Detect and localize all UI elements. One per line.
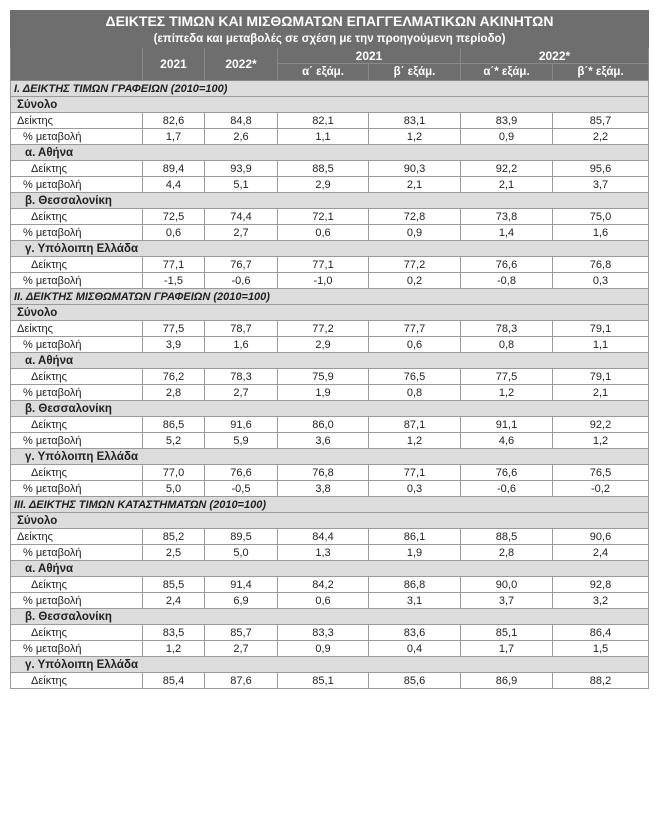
header-2021: 2021 [143, 48, 205, 81]
value-cell: -1,5 [143, 273, 205, 289]
value-cell: 2,2 [553, 129, 649, 145]
value-cell: 79,1 [553, 321, 649, 337]
value-cell: 1,1 [553, 337, 649, 353]
region-row [11, 353, 649, 369]
change-row [11, 129, 649, 145]
value-cell: 76,7 [205, 257, 278, 273]
region-name: α. Αθήνα [11, 145, 649, 161]
value-cell: 87,1 [369, 417, 461, 433]
value-cell: 0,3 [369, 481, 461, 497]
value-cell: 89,4 [143, 161, 205, 177]
value-cell: 90,3 [369, 161, 461, 177]
value-cell: 84,2 [278, 577, 369, 593]
value-cell: 0,9 [461, 129, 553, 145]
value-cell: 77,1 [278, 257, 369, 273]
value-cell: 85,7 [553, 113, 649, 129]
value-cell: 85,1 [461, 625, 553, 641]
change-label: % μεταβολή [11, 129, 143, 145]
value-cell: 79,1 [553, 369, 649, 385]
value-cell: 1,5 [553, 641, 649, 657]
value-cell: 92,8 [553, 577, 649, 593]
value-cell: 91,6 [205, 417, 278, 433]
value-cell: 76,8 [278, 465, 369, 481]
value-cell: 2,1 [461, 177, 553, 193]
index-row [11, 465, 649, 481]
change-label: % μεταβολή [11, 273, 143, 289]
value-cell: 1,9 [278, 385, 369, 401]
value-cell: 87,6 [205, 673, 278, 689]
value-cell: 1,7 [143, 129, 205, 145]
value-cell: 72,5 [143, 209, 205, 225]
region-name: γ. Υπόλοιπη Ελλάδα [11, 449, 649, 465]
value-cell: 86,5 [143, 417, 205, 433]
table-subtitle: (επίπεδα και μεταβολές σε σχέση με την προηγούμενη περίοδο) [11, 31, 649, 48]
value-cell: 2,4 [143, 593, 205, 609]
change-label: % μεταβολή [11, 433, 143, 449]
change-row [11, 481, 649, 497]
index-row [11, 673, 649, 689]
value-cell: 72,1 [278, 209, 369, 225]
value-cell: 1,2 [143, 641, 205, 657]
value-cell: 1,2 [369, 433, 461, 449]
change-label: % μεταβολή [11, 641, 143, 657]
value-cell: 77,0 [143, 465, 205, 481]
value-cell: 77,7 [369, 321, 461, 337]
index-label: Δείκτης [11, 529, 143, 545]
value-cell: 82,6 [143, 113, 205, 129]
change-row [11, 433, 649, 449]
value-cell: 77,5 [143, 321, 205, 337]
value-cell: 85,5 [143, 577, 205, 593]
change-row [11, 545, 649, 561]
index-row [11, 369, 649, 385]
region-name: α. Αθήνα [11, 561, 649, 577]
value-cell: 3,8 [278, 481, 369, 497]
value-cell: -0,2 [553, 481, 649, 497]
index-row [11, 417, 649, 433]
header-blank [11, 48, 143, 81]
index-label: Δείκτης [11, 209, 143, 225]
value-cell: 0,3 [553, 273, 649, 289]
region-name: α. Αθήνα [11, 353, 649, 369]
value-cell: 76,6 [461, 257, 553, 273]
value-cell: 2,7 [205, 641, 278, 657]
value-cell: 2,9 [278, 337, 369, 353]
value-cell: 74,4 [205, 209, 278, 225]
index-label: Δείκτης [11, 625, 143, 641]
value-cell: 2,1 [369, 177, 461, 193]
value-cell: 76,8 [553, 257, 649, 273]
value-cell: 1,7 [461, 641, 553, 657]
value-cell: 78,7 [205, 321, 278, 337]
value-cell: 5,2 [143, 433, 205, 449]
value-cell: 76,5 [553, 465, 649, 481]
value-cell: 5,0 [205, 545, 278, 561]
value-cell: 77,2 [369, 257, 461, 273]
index-row [11, 257, 649, 273]
index-label: Δείκτης [11, 577, 143, 593]
value-cell: 1,2 [369, 129, 461, 145]
index-row [11, 113, 649, 129]
section-row [11, 81, 649, 97]
value-cell: 0,6 [278, 593, 369, 609]
header-2022: 2022* [205, 48, 278, 81]
index-row [11, 161, 649, 177]
section-title: ΙΙΙ. ΔΕΙΚΤΗΣ ΤΙΜΩΝ ΚΑΤΑΣΤΗΜΑΤΩΝ (2010=100) [11, 497, 649, 513]
value-cell: 1,3 [278, 545, 369, 561]
change-label: % μεταβολή [11, 385, 143, 401]
value-cell: 92,2 [553, 417, 649, 433]
value-cell: 3,7 [461, 593, 553, 609]
value-cell: 0,6 [143, 225, 205, 241]
change-row [11, 337, 649, 353]
value-cell: 0,8 [369, 385, 461, 401]
value-cell: 92,2 [461, 161, 553, 177]
change-row [11, 273, 649, 289]
region-row [11, 449, 649, 465]
value-cell: 0,4 [369, 641, 461, 657]
value-cell: 84,4 [278, 529, 369, 545]
value-cell: 84,8 [205, 113, 278, 129]
value-cell: 86,8 [369, 577, 461, 593]
value-cell: 0,6 [369, 337, 461, 353]
region-name: Σύνολο [11, 97, 649, 113]
index-label: Δείκτης [11, 369, 143, 385]
value-cell: 0,9 [369, 225, 461, 241]
section-row [11, 497, 649, 513]
index-label: Δείκτης [11, 161, 143, 177]
value-cell: 83,1 [369, 113, 461, 129]
price-indices-table [10, 10, 649, 689]
value-cell: 85,2 [143, 529, 205, 545]
index-label: Δείκτης [11, 113, 143, 129]
index-label: Δείκτης [11, 417, 143, 433]
region-row [11, 145, 649, 161]
value-cell: 85,7 [205, 625, 278, 641]
value-cell: 2,7 [205, 225, 278, 241]
value-cell: 82,1 [278, 113, 369, 129]
value-cell: 5,1 [205, 177, 278, 193]
value-cell: 86,1 [369, 529, 461, 545]
region-row [11, 401, 649, 417]
region-name: β. Θεσσαλονίκη [11, 193, 649, 209]
change-row [11, 641, 649, 657]
value-cell: 83,6 [369, 625, 461, 641]
value-cell: 89,5 [205, 529, 278, 545]
header-2021-h1: α΄ εξάμ. [278, 64, 369, 81]
value-cell: 5,9 [205, 433, 278, 449]
value-cell: 1,4 [461, 225, 553, 241]
change-row [11, 225, 649, 241]
value-cell: -0,6 [461, 481, 553, 497]
value-cell: 3,7 [553, 177, 649, 193]
region-name: Σύνολο [11, 513, 649, 529]
value-cell: 5,0 [143, 481, 205, 497]
change-label: % μεταβολή [11, 225, 143, 241]
value-cell: 93,9 [205, 161, 278, 177]
region-name: Σύνολο [11, 305, 649, 321]
section-title: ΙΙ. ΔΕΙΚΤΗΣ ΜΙΣΘΩΜΑΤΩΝ ΓΡΑΦΕΙΩΝ (2010=100) [11, 289, 649, 305]
value-cell: 2,5 [143, 545, 205, 561]
value-cell: 90,0 [461, 577, 553, 593]
value-cell: 85,4 [143, 673, 205, 689]
value-cell: 88,5 [278, 161, 369, 177]
value-cell: 85,6 [369, 673, 461, 689]
change-label: % μεταβολή [11, 481, 143, 497]
index-row [11, 321, 649, 337]
value-cell: 83,5 [143, 625, 205, 641]
region-name: β. Θεσσαλονίκη [11, 401, 649, 417]
change-row [11, 593, 649, 609]
value-cell: 78,3 [461, 321, 553, 337]
header-group-2022: 2022* [461, 48, 649, 64]
value-cell: 83,9 [461, 113, 553, 129]
header-group-2021: 2021 [278, 48, 461, 64]
value-cell: 76,2 [143, 369, 205, 385]
region-row [11, 241, 649, 257]
value-cell: -0,8 [461, 273, 553, 289]
value-cell: 4,6 [461, 433, 553, 449]
header-2021-h2: β΄ εξάμ. [369, 64, 461, 81]
value-cell: 2,1 [553, 385, 649, 401]
value-cell: 0,9 [278, 641, 369, 657]
value-cell: 0,6 [278, 225, 369, 241]
header-2022-h1: α΄* εξάμ. [461, 64, 553, 81]
value-cell: -0,5 [205, 481, 278, 497]
change-label: % μεταβολή [11, 545, 143, 561]
value-cell: 2,7 [205, 385, 278, 401]
change-label: % μεταβολή [11, 177, 143, 193]
value-cell: 3,9 [143, 337, 205, 353]
index-row [11, 577, 649, 593]
change-row [11, 177, 649, 193]
value-cell: 1,6 [205, 337, 278, 353]
value-cell: 3,6 [278, 433, 369, 449]
region-row [11, 193, 649, 209]
value-cell: 75,0 [553, 209, 649, 225]
value-cell: 1,2 [553, 433, 649, 449]
value-cell: -1,0 [278, 273, 369, 289]
value-cell: 2,6 [205, 129, 278, 145]
statistics-table-container [10, 10, 648, 689]
value-cell: 76,6 [461, 465, 553, 481]
value-cell: 76,6 [205, 465, 278, 481]
value-cell: 77,1 [143, 257, 205, 273]
region-row [11, 305, 649, 321]
value-cell: 72,8 [369, 209, 461, 225]
value-cell: 0,8 [461, 337, 553, 353]
value-cell: 86,9 [461, 673, 553, 689]
region-row [11, 513, 649, 529]
header-2022-h2: β΄* εξάμ. [553, 64, 649, 81]
value-cell: 1,9 [369, 545, 461, 561]
change-row [11, 385, 649, 401]
value-cell: 73,8 [461, 209, 553, 225]
value-cell: 85,1 [278, 673, 369, 689]
value-cell: 77,1 [369, 465, 461, 481]
index-label: Δείκτης [11, 257, 143, 273]
value-cell: 91,4 [205, 577, 278, 593]
region-row [11, 609, 649, 625]
region-name: β. Θεσσαλονίκη [11, 609, 649, 625]
index-label: Δείκτης [11, 465, 143, 481]
index-label: Δείκτης [11, 321, 143, 337]
region-name: γ. Υπόλοιπη Ελλάδα [11, 657, 649, 673]
value-cell: 83,3 [278, 625, 369, 641]
index-row [11, 625, 649, 641]
region-row [11, 561, 649, 577]
value-cell: 2,4 [553, 545, 649, 561]
section-title: Ι. ΔΕΙΚΤΗΣ ΤΙΜΩΝ ΓΡΑΦΕΙΩΝ (2010=100) [11, 81, 649, 97]
value-cell: 2,8 [143, 385, 205, 401]
value-cell: 1,2 [461, 385, 553, 401]
value-cell: 0,2 [369, 273, 461, 289]
value-cell: 1,6 [553, 225, 649, 241]
table-title: ΔΕΙΚΤΕΣ ΤΙΜΩΝ ΚΑΙ ΜΙΣΘΩΜΑΤΩΝ ΕΠΑΓΓΕΛΜΑΤΙΚΩΝ ΑΚΙΝΗΤΩΝ [11, 11, 649, 32]
index-row [11, 209, 649, 225]
value-cell: 2,8 [461, 545, 553, 561]
value-cell: 76,5 [369, 369, 461, 385]
value-cell: 88,2 [553, 673, 649, 689]
value-cell: 6,9 [205, 593, 278, 609]
index-row [11, 529, 649, 545]
value-cell: 3,1 [369, 593, 461, 609]
value-cell: 75,9 [278, 369, 369, 385]
value-cell: -0,6 [205, 273, 278, 289]
value-cell: 95,6 [553, 161, 649, 177]
region-row [11, 97, 649, 113]
value-cell: 88,5 [461, 529, 553, 545]
value-cell: 1,1 [278, 129, 369, 145]
region-row [11, 657, 649, 673]
value-cell: 77,2 [278, 321, 369, 337]
value-cell: 77,5 [461, 369, 553, 385]
index-label: Δείκτης [11, 673, 143, 689]
change-label: % μεταβολή [11, 337, 143, 353]
section-row [11, 289, 649, 305]
change-label: % μεταβολή [11, 593, 143, 609]
value-cell: 86,4 [553, 625, 649, 641]
value-cell: 2,9 [278, 177, 369, 193]
value-cell: 91,1 [461, 417, 553, 433]
region-name: γ. Υπόλοιπη Ελλάδα [11, 241, 649, 257]
value-cell: 86,0 [278, 417, 369, 433]
value-cell: 4,4 [143, 177, 205, 193]
value-cell: 90,6 [553, 529, 649, 545]
value-cell: 78,3 [205, 369, 278, 385]
value-cell: 3,2 [553, 593, 649, 609]
